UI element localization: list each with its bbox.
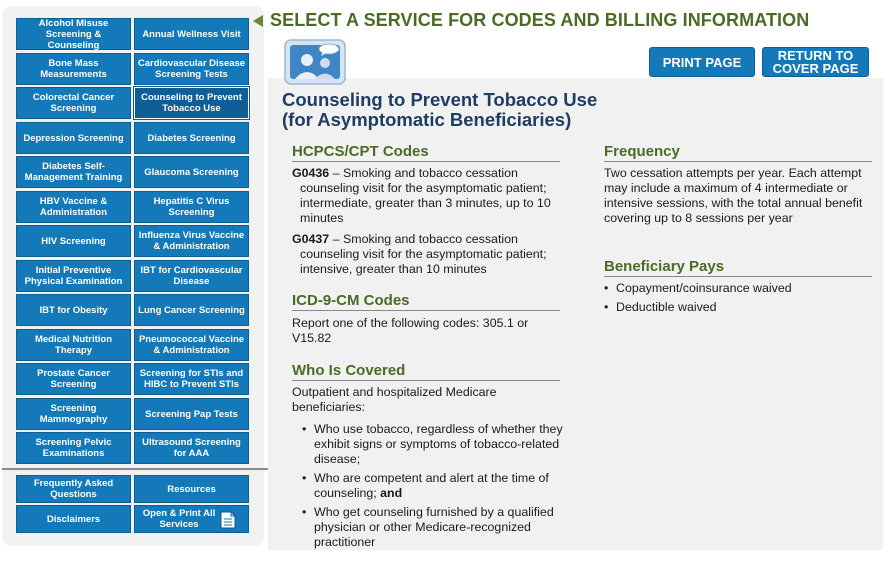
icd-heading: ICD-9-CM Codes xyxy=(292,292,560,311)
sidebar-item-ibt-for-cardiovascular-disease[interactable] xyxy=(134,260,249,292)
pointer-arrow-icon xyxy=(253,15,263,27)
code-value: G0436 xyxy=(292,166,330,180)
sidebar-item-label: IBT for Obesity xyxy=(39,304,108,316)
sidebar-item-label: Frequently Asked Questions xyxy=(33,478,114,500)
sidebar-item-label: Screening Pelvic Examinations xyxy=(35,437,112,459)
list-item-text: Who are competent and alert at the time of counseling; xyxy=(314,471,549,500)
sidebar-item-label: HBV Vaccine & Administration xyxy=(39,196,108,218)
list-item: • Who use tobacco, regardless of whether they exhibit signs or symptoms of tobacco-related disease; xyxy=(292,422,564,467)
sidebar-item-prostate-cancer-screening[interactable] xyxy=(16,363,131,395)
code-value: G0437 xyxy=(292,232,330,246)
code-line: – Smoking and tobacco cessation xyxy=(329,232,518,246)
sidebar-item-counseling-to-prevent-tobacco-use[interactable] xyxy=(134,87,249,119)
sidebar-item-hepatitis-c-virus-screening[interactable] xyxy=(134,191,249,223)
sidebar-item-label: Ultrasound Screening for AAA xyxy=(142,437,241,459)
code-entry xyxy=(292,166,560,226)
icd-text: Report one of the following codes: 305.1 or V15.82 xyxy=(292,316,529,345)
sidebar-item-depression-screening[interactable] xyxy=(16,122,131,154)
sidebar-item-screening-for-stis-and-hibc-to-prevent-stis[interactable] xyxy=(134,363,249,395)
sidebar-item-label: Prostate Cancer Screening xyxy=(37,368,110,390)
sidebar-item-frequently-asked-questions[interactable] xyxy=(16,475,131,503)
sidebar-item-diabetes-screening[interactable] xyxy=(134,122,249,154)
return-to-cover-label: RETURN TO COVER PAGE xyxy=(772,48,859,76)
sidebar-item-glaucoma-screening[interactable] xyxy=(134,156,249,188)
sidebar-item-label: Open & Print All Services xyxy=(142,508,216,530)
sidebar-item-label: Annual Wellness Visit xyxy=(142,28,241,40)
sidebar-item-open-and-print-all-services[interactable] xyxy=(134,505,249,533)
covered-list xyxy=(292,422,564,550)
covered-heading: Who Is Covered xyxy=(292,362,560,381)
sidebar-item-label: Cardiovascular Disease Screening Tests xyxy=(137,58,246,80)
list-item: • Deductible waived xyxy=(594,300,874,315)
sidebar-item-diabetes-self-management-training[interactable] xyxy=(16,156,131,188)
sidebar-item-label: HIV Screening xyxy=(41,235,106,247)
sidebar-divider xyxy=(2,468,270,470)
list-item: • Copayment/coinsurance waived xyxy=(594,281,874,296)
sidebar-item-label: Pneumococcal Vaccine & Administration xyxy=(138,334,245,356)
sidebar-item-label: Initial Preventive Physical Examination xyxy=(24,265,123,287)
sidebar-item-label: Alcohol Misuse Screening & Counseling xyxy=(38,17,109,51)
code-entry xyxy=(292,232,560,277)
service-title xyxy=(282,90,597,130)
sidebar-item-lung-cancer-screening[interactable] xyxy=(134,294,249,326)
sidebar-item-label: Counseling to Prevent Tobacco Use xyxy=(141,92,242,114)
list-item: • Who get counseling furnished by a qualified physician or other Medicare-recognized practitioner xyxy=(292,505,564,550)
code-description: counseling visit for the asymptomatic patient; intensive, greater than 10 minutes xyxy=(300,247,547,276)
sidebar-item-hbv-vaccine-and-administration[interactable] xyxy=(16,191,131,223)
sidebar-item-hiv-screening[interactable] xyxy=(16,225,131,257)
sidebar-item-label: Diabetes Screening xyxy=(147,132,236,144)
return-to-cover-button[interactable] xyxy=(762,47,869,77)
code-description: counseling visit for the asymptomatic patient; intermediate, greater than 3 minutes, up to 10 minutes xyxy=(300,181,551,225)
sidebar-item-label: Medical Nutrition Therapy xyxy=(34,334,113,356)
sidebar-item-bone-mass-measurements[interactable] xyxy=(16,53,131,85)
sidebar-item-label: Depression Screening xyxy=(23,132,124,144)
counseling-icon xyxy=(283,38,347,86)
sidebar-item-label: Glaucoma Screening xyxy=(144,166,239,178)
hcpcs-heading: HCPCS/CPT Codes xyxy=(292,143,560,162)
service-title-line2: (for Asymptomatic Beneficiaries) xyxy=(282,109,572,130)
list-item xyxy=(292,471,564,501)
sidebar-item-screening-pap-tests[interactable] xyxy=(134,398,249,430)
sidebar-item-ibt-for-obesity[interactable] xyxy=(16,294,131,326)
sidebar-item-screening-mammography[interactable] xyxy=(16,398,131,430)
and-word: and xyxy=(380,486,403,500)
pays-body xyxy=(594,281,874,319)
document-icon xyxy=(220,511,236,529)
sidebar-item-ultrasound-screening-for-aaa[interactable] xyxy=(134,432,249,464)
service-title-line1: Counseling to Prevent Tobacco Use xyxy=(282,89,598,110)
sidebar-item-label: IBT for Cardiovascular Disease xyxy=(140,265,243,287)
sidebar-item-cardiovascular-disease-screening-tests[interactable] xyxy=(134,53,249,85)
sidebar-item-label: Colorectal Cancer Screening xyxy=(32,92,115,114)
sidebar-item-label: Diabetes Self-Management Training xyxy=(24,161,123,183)
print-page-button[interactable]: PRINT PAGE xyxy=(649,47,755,77)
sidebar-item-resources[interactable] xyxy=(134,475,249,503)
pays-heading: Beneficiary Pays xyxy=(604,258,872,277)
sidebar-item-label: Screening Pap Tests xyxy=(145,408,238,420)
sidebar-item-label: Resources xyxy=(167,483,216,495)
sidebar-item-disclaimers[interactable] xyxy=(16,505,131,533)
sidebar-item-screening-pelvic-examinations[interactable] xyxy=(16,432,131,464)
pays-list xyxy=(594,281,874,315)
sidebar-item-label: Screening for STIs and HIBC to Prevent STIs xyxy=(139,368,244,390)
frequency-heading: Frequency xyxy=(604,143,872,162)
sidebar-item-label: Lung Cancer Screening xyxy=(138,304,245,316)
sidebar-item-initial-preventive-physical-examination[interactable] xyxy=(16,260,131,292)
sidebar-item-medical-nutrition-therapy[interactable] xyxy=(16,329,131,361)
frequency-text: Two cessation attempts per year. Each attempt may include a maximum of 4 intermediate or intensive sessions, with the total annual benefit covering up to 8 sessions per year xyxy=(604,166,863,225)
sidebar-item-label: Screening Mammography xyxy=(39,403,108,425)
sidebar-item-annual-wellness-visit[interactable] xyxy=(134,18,249,50)
page-heading: SELECT A SERVICE FOR CODES AND BILLING INFORMATION xyxy=(270,10,810,30)
sidebar-item-label: Hepatitis C Virus Screening xyxy=(153,196,230,218)
code-line: – Smoking and tobacco cessation xyxy=(329,166,518,180)
sidebar-item-label: Disclaimers xyxy=(46,513,101,525)
sidebar-item-label: Influenza Virus Vaccine & Administration xyxy=(138,230,245,252)
sidebar-item-colorectal-cancer-screening[interactable] xyxy=(16,87,131,119)
sidebar-item-label: Bone Mass Measurements xyxy=(40,58,107,80)
hcpcs-codes xyxy=(292,166,560,283)
covered-body xyxy=(292,385,564,554)
sidebar-item-influenza-virus-vaccine-and-administration[interactable] xyxy=(134,225,249,257)
sidebar-item-pneumococcal-vaccine-and-administration[interactable] xyxy=(134,329,249,361)
sidebar-item-alcohol-misuse-screening-and-counseling[interactable] xyxy=(16,18,131,50)
covered-intro: Outpatient and hospitalized Medicare beneficiaries: xyxy=(292,385,497,414)
